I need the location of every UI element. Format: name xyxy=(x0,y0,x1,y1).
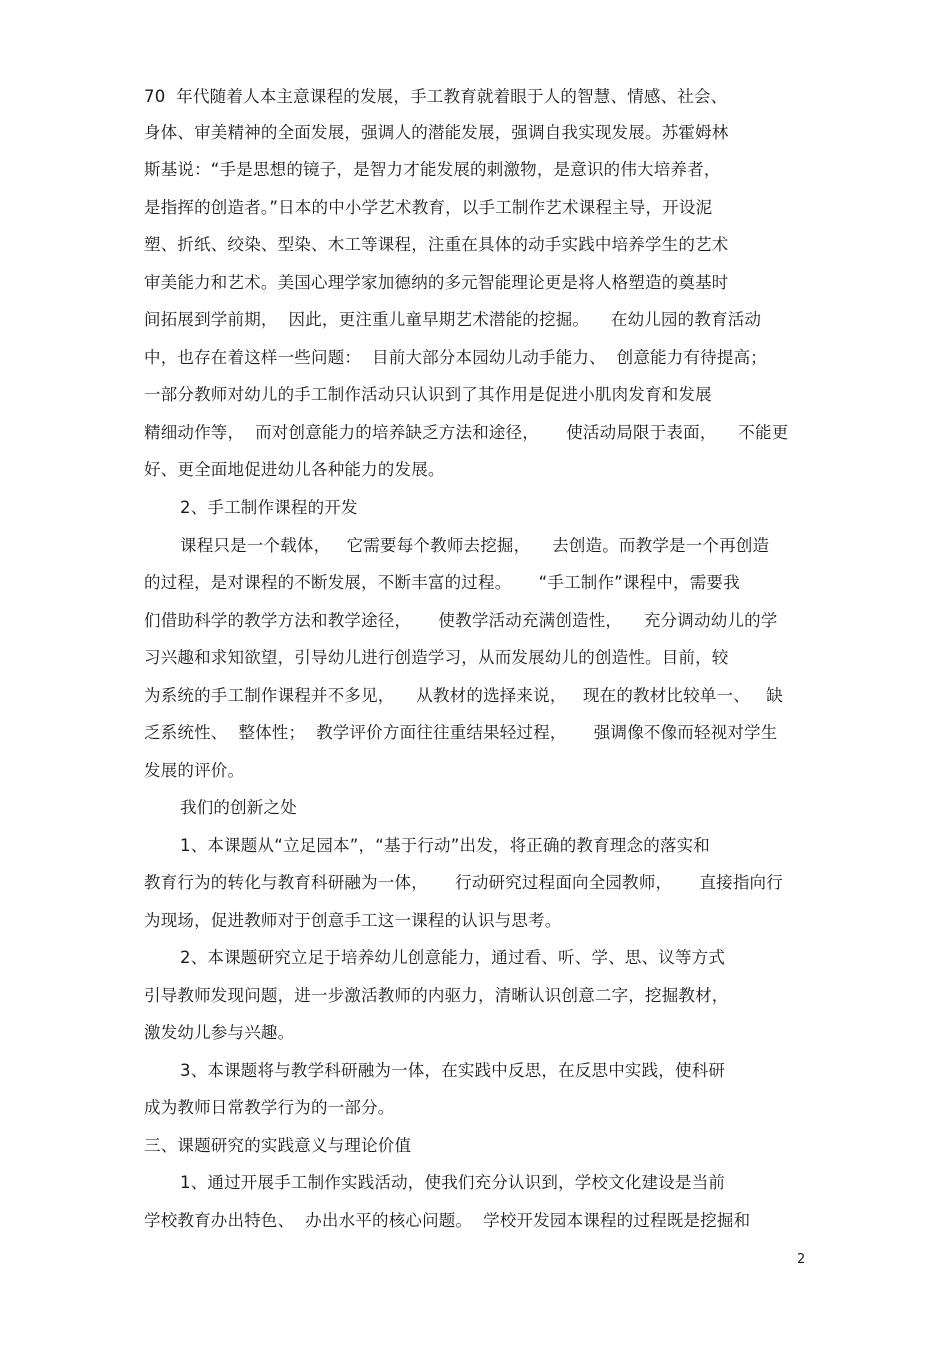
text-line: 间拓展到学前期， 因此，更注重儿童早期艺术潜能的挖掘。 在幼儿园的教育活动 xyxy=(144,310,762,329)
text-line: 引导教师发现问题，进一步激活教师的内驱力，清晰认识创意二字，挖掘教材， xyxy=(144,986,729,1005)
text-line: 精细动作等， 而对创意能力的培养缺乏方法和途径， 使活动局限于表面， 不能更 xyxy=(144,423,789,442)
text-line: 习兴趣和求知欲望，引导幼儿进行创造学习，从而发展幼儿的创造性。目前，较 xyxy=(144,648,729,667)
text-line: 学校教育办出特色、 办出水平的核心问题。 学校开发园本课程的过程既是挖掘和 xyxy=(144,1211,751,1230)
text-line: 审美能力和艺术。美国心理学家加德纳的多元智能理论更是将人格塑造的奠基时 xyxy=(144,273,729,292)
section-heading: 三、课题研究的实践意义与理论价值 xyxy=(144,1136,412,1155)
text-line: 塑、折纸、绞染、型染、木工等课程，注重在具体的动手实践中培养学生的艺术 xyxy=(144,235,729,254)
text-line: 1、通过开展手工制作实践活动，使我们充分认识到，学校文化建设是当前 xyxy=(180,1173,726,1192)
text-line: 成为教师日常教学行为的一部分。 xyxy=(144,1098,395,1117)
text-line: 身体、审美精神的全面发展，强调人的潜能发展，强调自我实现发展。苏霍姆林 xyxy=(144,123,729,142)
text-line: 课程只是一个载体， 它需要每个教师去挖掘， 去创造。而教学是一个再创造 xyxy=(180,536,770,555)
text-line: 教育行为的转化与教育科研融为一体， 行动研究过程面向全园教师， 直接指向行 xyxy=(144,873,783,892)
text-line: 乏系统性、 整体性； 教学评价方面往往重结果轻过程， 强调像不像而轻视对学生 xyxy=(144,723,778,742)
section-heading: 2、手工制作课程的开发 xyxy=(180,498,358,517)
text-line: 好、更全面地促进幼儿各种能力的发展。 xyxy=(144,460,445,479)
text-line: 中，也存在着这样一些问题： 目前大部分本园幼儿动手能力、 创意能力有待提高； xyxy=(144,348,767,367)
text-line: 的过程，是对课程的不断发展，不断丰富的过程。 “手工制作”课程中，需要我 xyxy=(144,573,740,592)
text-line: 为现场，促进教师对于创意手工这一课程的认识与思考。 xyxy=(144,911,562,930)
text-line: 发展的评价。 xyxy=(144,761,245,780)
text-line: 是指挥的创造者。”日本的中小学艺术教育，以手工制作艺术课程主导，开设泥 xyxy=(144,198,713,217)
section-heading: 我们的创新之处 xyxy=(180,798,297,817)
text-line: 70 年代随着人本主意课程的发展，手工教育就着眼于人的智慧、情感、社会、 xyxy=(144,87,728,106)
text-line: 斯基说：“手是思想的镜子，是智力才能发展的刺激物，是意识的伟大培养者， xyxy=(144,160,721,179)
text-line: 1、本课题从“立足园本”，“基于行动”出发，将正确的教育理念的落实和 xyxy=(180,836,710,855)
text-line: 为系统的手工制作课程并不多见， 从教材的选择来说， 现在的教材比较单一、 缺 xyxy=(144,686,783,705)
text-line: 激发幼儿参与兴趣。 xyxy=(144,1023,295,1042)
text-line: 一部分教师对幼儿的手工制作活动只认识到了其作用是促进小肌肉发育和发展 xyxy=(144,385,712,404)
text-line: 2、本课题研究立足于培养幼儿创意能力，通过看、听、学、思、议等方式 xyxy=(180,948,726,967)
page-number: 2 xyxy=(797,1252,806,1267)
text-line: 3、本课题将与教学科研融为一体，在实践中反思，在反思中实践，使科研 xyxy=(180,1061,726,1080)
text-line: 们借助科学的教学方法和教学途径， 使教学活动充满创造性， 充分调动幼儿的学 xyxy=(144,611,778,630)
